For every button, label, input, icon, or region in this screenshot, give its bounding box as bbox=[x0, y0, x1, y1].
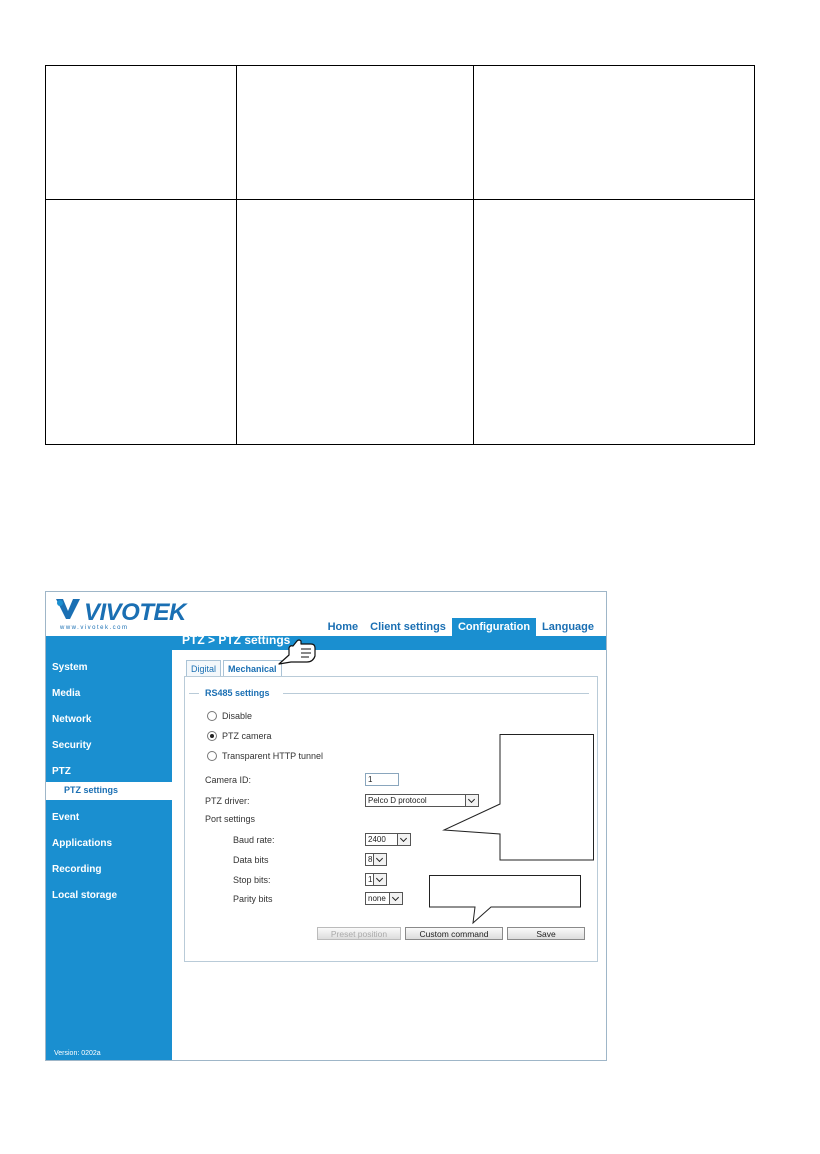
chevron-down-icon bbox=[373, 854, 386, 865]
nav-home[interactable]: Home bbox=[327, 621, 359, 633]
callout-bubble-custom bbox=[429, 875, 581, 925]
sidebar-item-security[interactable]: Security bbox=[52, 740, 92, 751]
radio-ptz-camera[interactable] bbox=[207, 731, 272, 741]
tab-digital[interactable]: Digital bbox=[186, 660, 221, 677]
stop-bits-value: 1 bbox=[368, 875, 373, 884]
nav-configuration[interactable]: Configuration bbox=[452, 618, 536, 636]
radio-transparent-http-tunnel[interactable] bbox=[207, 751, 323, 761]
section-title: RS485 settings bbox=[205, 688, 270, 698]
logo-text: VIVOTEK bbox=[84, 599, 186, 626]
sidebar-item-ptz[interactable]: PTZ bbox=[52, 766, 71, 777]
sidebar-item-local-storage[interactable]: Local storage bbox=[52, 890, 118, 901]
pointing-hand-icon bbox=[277, 638, 321, 668]
stop-bits-label: Stop bits: bbox=[233, 875, 271, 885]
chevron-down-icon bbox=[373, 874, 386, 885]
logo-mark-icon bbox=[54, 597, 82, 621]
vivotek-logo[interactable] bbox=[54, 597, 184, 633]
section-legend bbox=[189, 688, 589, 698]
table-row-divider bbox=[46, 199, 754, 200]
data-bits-value: 8 bbox=[368, 855, 373, 864]
radio-label: PTZ camera bbox=[222, 731, 272, 741]
ptz-driver-value: Pelco D protocol bbox=[368, 796, 427, 805]
sidebar-item-media[interactable]: Media bbox=[52, 688, 81, 699]
document-table bbox=[45, 65, 755, 445]
radio-label: Disable bbox=[222, 711, 253, 721]
save-button[interactable]: Save bbox=[507, 927, 585, 940]
ptz-driver-label: PTZ driver: bbox=[205, 796, 250, 806]
data-bits-label: Data bits bbox=[233, 855, 269, 865]
camera-id-label: Camera ID: bbox=[205, 775, 252, 785]
radio-disable[interactable] bbox=[207, 711, 252, 721]
custom-command-button[interactable]: Custom command bbox=[405, 927, 503, 940]
stop-bits-select[interactable] bbox=[365, 873, 387, 886]
legend-line bbox=[189, 693, 199, 694]
top-bar bbox=[46, 592, 607, 636]
sidebar bbox=[46, 636, 172, 1061]
port-settings-label: Port settings bbox=[205, 814, 256, 824]
chevron-down-icon bbox=[397, 834, 410, 845]
chevron-down-icon bbox=[389, 893, 402, 904]
preset-position-button[interactable]: Preset position bbox=[317, 927, 401, 940]
sidebar-subitem-label: PTZ settings bbox=[64, 785, 119, 795]
data-bits-select[interactable] bbox=[365, 853, 387, 866]
sidebar-item-applications[interactable]: Applications bbox=[52, 838, 113, 849]
radio-button[interactable] bbox=[207, 751, 217, 761]
nav-language[interactable]: Language bbox=[542, 621, 594, 633]
baud-rate-value: 2400 bbox=[368, 835, 386, 844]
callout-bubble-baud bbox=[438, 734, 594, 866]
tab-mechanical[interactable]: Mechanical bbox=[223, 660, 282, 677]
sidebar-item-event[interactable]: Event bbox=[52, 812, 80, 823]
nav-client-settings[interactable]: Client settings bbox=[370, 621, 446, 633]
sidebar-subitem-ptz-settings[interactable] bbox=[46, 782, 172, 800]
sidebar-item-system[interactable]: System bbox=[52, 662, 88, 673]
table-column-divider bbox=[236, 66, 237, 444]
table-column-divider bbox=[473, 66, 474, 444]
tab-bar bbox=[186, 660, 284, 677]
radio-button[interactable] bbox=[207, 711, 217, 721]
baud-rate-select[interactable] bbox=[365, 833, 411, 846]
baud-rate-label: Baud rate: bbox=[233, 835, 275, 845]
radio-button[interactable] bbox=[207, 731, 217, 741]
breadcrumb: PTZ > PTZ settings bbox=[182, 633, 291, 647]
top-navigation bbox=[322, 618, 600, 636]
parity-bits-select[interactable] bbox=[365, 892, 403, 905]
logo-subtext: www.vivotek.com bbox=[60, 625, 129, 631]
sidebar-item-network[interactable]: Network bbox=[52, 714, 92, 725]
version-label: Version: 0202a bbox=[54, 1050, 101, 1057]
parity-bits-label: Parity bits bbox=[233, 894, 273, 904]
radio-label: Transparent HTTP tunnel bbox=[222, 751, 324, 761]
ptz-settings-screenshot bbox=[45, 591, 607, 1061]
sidebar-item-recording[interactable]: Recording bbox=[52, 864, 102, 875]
legend-line bbox=[283, 693, 589, 694]
camera-id-input[interactable]: 1 bbox=[365, 773, 399, 786]
parity-bits-value: none bbox=[368, 894, 386, 903]
